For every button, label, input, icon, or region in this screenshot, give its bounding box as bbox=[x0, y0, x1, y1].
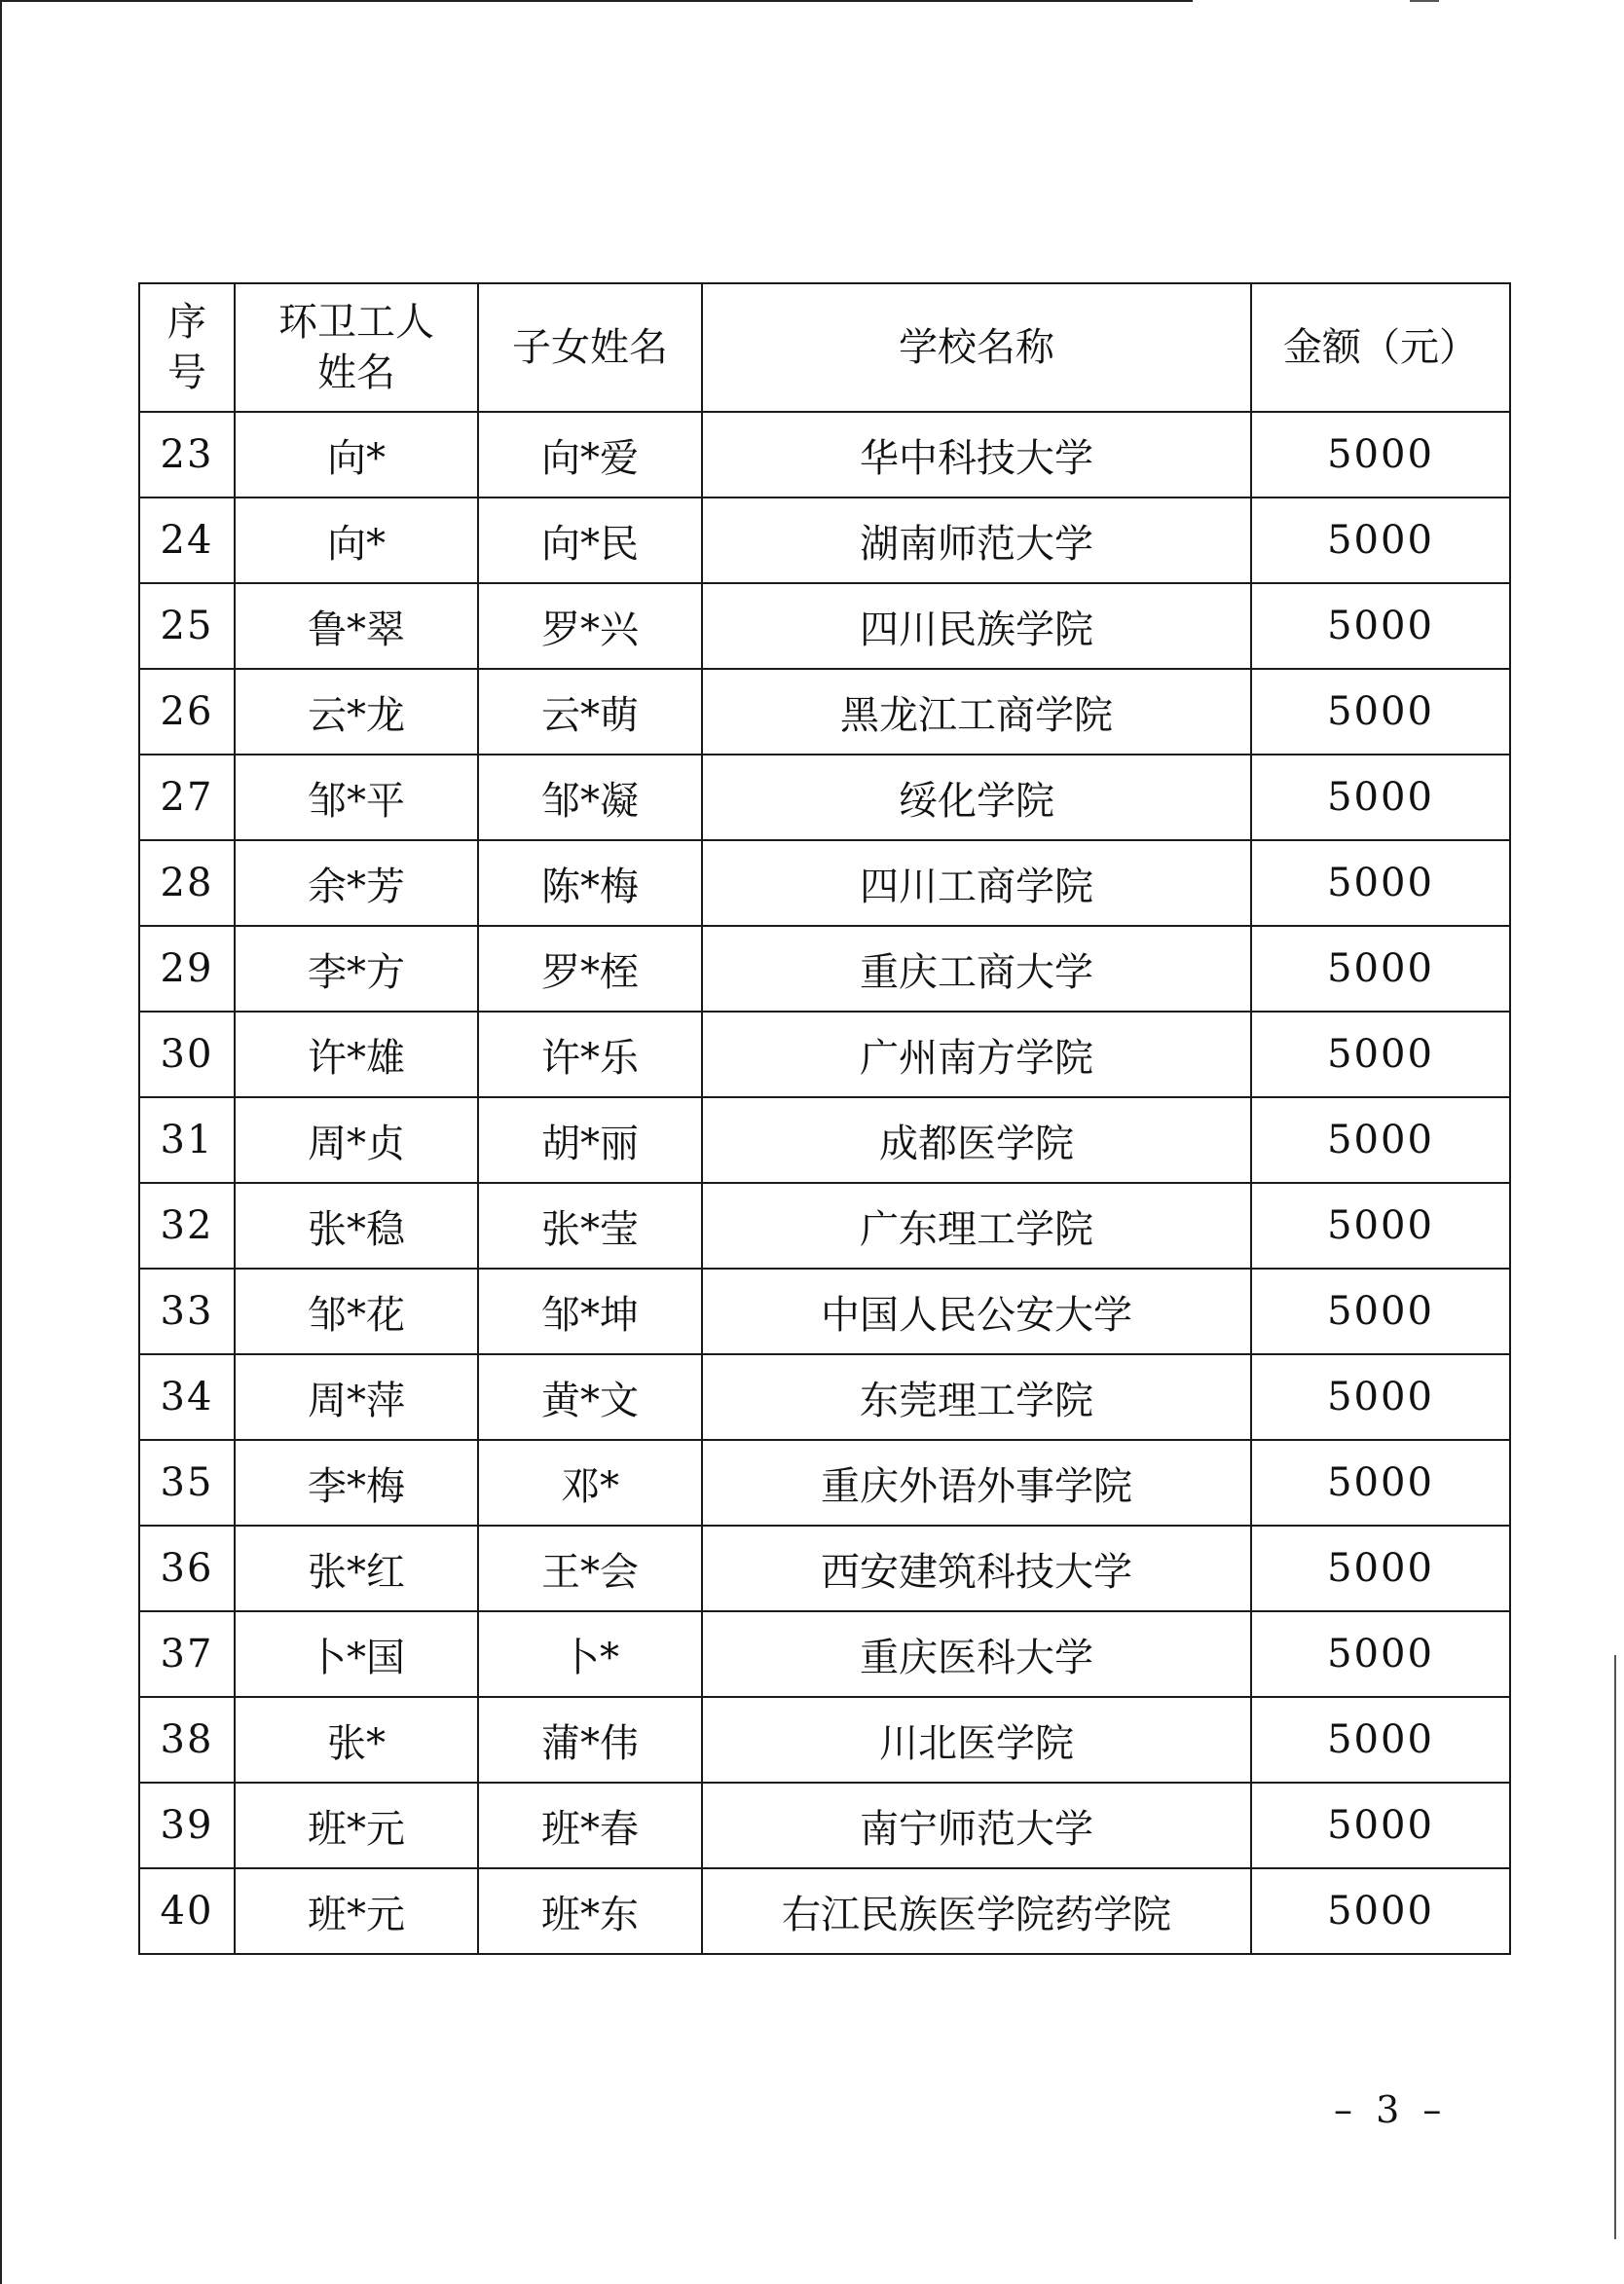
school-name: 右江民族医学院药学院 bbox=[702, 1868, 1251, 1954]
amount: 5000 bbox=[1251, 1783, 1510, 1868]
header-worker-name: 环卫工人姓名 bbox=[235, 283, 478, 412]
table-row bbox=[139, 926, 1510, 1012]
amount: 5000 bbox=[1251, 1097, 1510, 1183]
school-name: 川北医学院 bbox=[702, 1697, 1251, 1783]
amount: 5000 bbox=[1251, 1354, 1510, 1440]
table-row bbox=[139, 669, 1510, 755]
child-name: 蒲*伟 bbox=[478, 1697, 702, 1783]
child-name: 云*萌 bbox=[478, 669, 702, 755]
child-name: 邓* bbox=[478, 1440, 702, 1526]
row-no: 27 bbox=[139, 755, 235, 840]
amount: 5000 bbox=[1251, 926, 1510, 1012]
worker-name: 周*贞 bbox=[235, 1097, 478, 1183]
amount: 5000 bbox=[1251, 1697, 1510, 1783]
table-row bbox=[139, 755, 1510, 840]
child-name: 卜* bbox=[478, 1611, 702, 1697]
child-name: 罗*兴 bbox=[478, 583, 702, 669]
amount: 5000 bbox=[1251, 412, 1510, 497]
page-top-border bbox=[0, 0, 1193, 2]
child-name: 王*会 bbox=[478, 1526, 702, 1611]
child-name: 班*东 bbox=[478, 1868, 702, 1954]
header-school-name: 学校名称 bbox=[702, 283, 1251, 412]
scan-mark-right bbox=[1614, 1655, 1616, 2239]
school-name: 四川民族学院 bbox=[702, 583, 1251, 669]
table-row bbox=[139, 1868, 1510, 1954]
child-name: 陈*梅 bbox=[478, 840, 702, 926]
scan-mark-top bbox=[1410, 0, 1439, 2]
school-name: 南宁师范大学 bbox=[702, 1783, 1251, 1868]
school-name: 成都医学院 bbox=[702, 1097, 1251, 1183]
row-no: 34 bbox=[139, 1354, 235, 1440]
school-name: 湖南师范大学 bbox=[702, 497, 1251, 583]
worker-name: 张*稳 bbox=[235, 1183, 478, 1269]
worker-name: 李*梅 bbox=[235, 1440, 478, 1526]
worker-name: 向* bbox=[235, 497, 478, 583]
worker-name: 班*元 bbox=[235, 1868, 478, 1954]
row-no: 23 bbox=[139, 412, 235, 497]
row-no: 35 bbox=[139, 1440, 235, 1526]
worker-name: 邹*平 bbox=[235, 755, 478, 840]
child-name: 胡*丽 bbox=[478, 1097, 702, 1183]
school-name: 中国人民公安大学 bbox=[702, 1269, 1251, 1354]
row-no: 33 bbox=[139, 1269, 235, 1354]
worker-name: 周*萍 bbox=[235, 1354, 478, 1440]
school-name: 广东理工学院 bbox=[702, 1183, 1251, 1269]
table-row bbox=[139, 497, 1510, 583]
row-no: 24 bbox=[139, 497, 235, 583]
table-row bbox=[139, 840, 1510, 926]
page-number: – 3 – bbox=[1334, 2088, 1448, 2131]
row-no: 29 bbox=[139, 926, 235, 1012]
row-no: 26 bbox=[139, 669, 235, 755]
header-no: 序号 bbox=[139, 283, 235, 412]
amount: 5000 bbox=[1251, 1611, 1510, 1697]
worker-name: 鲁*翠 bbox=[235, 583, 478, 669]
row-no: 30 bbox=[139, 1012, 235, 1097]
school-name: 西安建筑科技大学 bbox=[702, 1526, 1251, 1611]
table-header-row bbox=[139, 283, 1510, 412]
school-name: 华中科技大学 bbox=[702, 412, 1251, 497]
row-no: 31 bbox=[139, 1097, 235, 1183]
amount: 5000 bbox=[1251, 669, 1510, 755]
row-no: 32 bbox=[139, 1183, 235, 1269]
row-no: 37 bbox=[139, 1611, 235, 1697]
child-name: 向*爱 bbox=[478, 412, 702, 497]
amount: 5000 bbox=[1251, 1868, 1510, 1954]
table-row bbox=[139, 1440, 1510, 1526]
table-row bbox=[139, 1526, 1510, 1611]
amount: 5000 bbox=[1251, 583, 1510, 669]
worker-name: 许*雄 bbox=[235, 1012, 478, 1097]
school-name: 黑龙江工商学院 bbox=[702, 669, 1251, 755]
amount: 5000 bbox=[1251, 1269, 1510, 1354]
row-no: 39 bbox=[139, 1783, 235, 1868]
child-name: 张*莹 bbox=[478, 1183, 702, 1269]
table-row bbox=[139, 1269, 1510, 1354]
amount: 5000 bbox=[1251, 1012, 1510, 1097]
amount: 5000 bbox=[1251, 1183, 1510, 1269]
table-row bbox=[139, 1354, 1510, 1440]
worker-name: 班*元 bbox=[235, 1783, 478, 1868]
amount: 5000 bbox=[1251, 840, 1510, 926]
row-no: 40 bbox=[139, 1868, 235, 1954]
child-name: 罗*桎 bbox=[478, 926, 702, 1012]
worker-name: 向* bbox=[235, 412, 478, 497]
amount: 5000 bbox=[1251, 1526, 1510, 1611]
worker-name: 邹*花 bbox=[235, 1269, 478, 1354]
header-child-name: 子女姓名 bbox=[478, 283, 702, 412]
header-amount: 金额（元） bbox=[1251, 283, 1510, 412]
child-name: 黄*文 bbox=[478, 1354, 702, 1440]
worker-name: 余*芳 bbox=[235, 840, 478, 926]
page-left-border bbox=[0, 0, 2, 2284]
school-name: 重庆外语外事学院 bbox=[702, 1440, 1251, 1526]
school-name: 四川工商学院 bbox=[702, 840, 1251, 926]
child-name: 许*乐 bbox=[478, 1012, 702, 1097]
table-row bbox=[139, 1783, 1510, 1868]
row-no: 28 bbox=[139, 840, 235, 926]
table-row bbox=[139, 583, 1510, 669]
table-body bbox=[139, 412, 1510, 1954]
school-name: 绥化学院 bbox=[702, 755, 1251, 840]
table-row bbox=[139, 1097, 1510, 1183]
row-no: 25 bbox=[139, 583, 235, 669]
row-no: 36 bbox=[139, 1526, 235, 1611]
table-row bbox=[139, 1183, 1510, 1269]
school-name: 东莞理工学院 bbox=[702, 1354, 1251, 1440]
worker-name: 卜*国 bbox=[235, 1611, 478, 1697]
child-name: 向*民 bbox=[478, 497, 702, 583]
school-name: 重庆医科大学 bbox=[702, 1611, 1251, 1697]
school-name: 广州南方学院 bbox=[702, 1012, 1251, 1097]
worker-name: 张* bbox=[235, 1697, 478, 1783]
worker-name: 李*方 bbox=[235, 926, 478, 1012]
amount: 5000 bbox=[1251, 497, 1510, 583]
row-no: 38 bbox=[139, 1697, 235, 1783]
table-row bbox=[139, 412, 1510, 497]
school-name: 重庆工商大学 bbox=[702, 926, 1251, 1012]
amount: 5000 bbox=[1251, 1440, 1510, 1526]
worker-name: 张*红 bbox=[235, 1526, 478, 1611]
table-row bbox=[139, 1697, 1510, 1783]
child-name: 邹*坤 bbox=[478, 1269, 702, 1354]
table-row bbox=[139, 1611, 1510, 1697]
award-table bbox=[138, 282, 1511, 1955]
child-name: 邹*凝 bbox=[478, 755, 702, 840]
child-name: 班*春 bbox=[478, 1783, 702, 1868]
table-row bbox=[139, 1012, 1510, 1097]
amount: 5000 bbox=[1251, 755, 1510, 840]
worker-name: 云*龙 bbox=[235, 669, 478, 755]
